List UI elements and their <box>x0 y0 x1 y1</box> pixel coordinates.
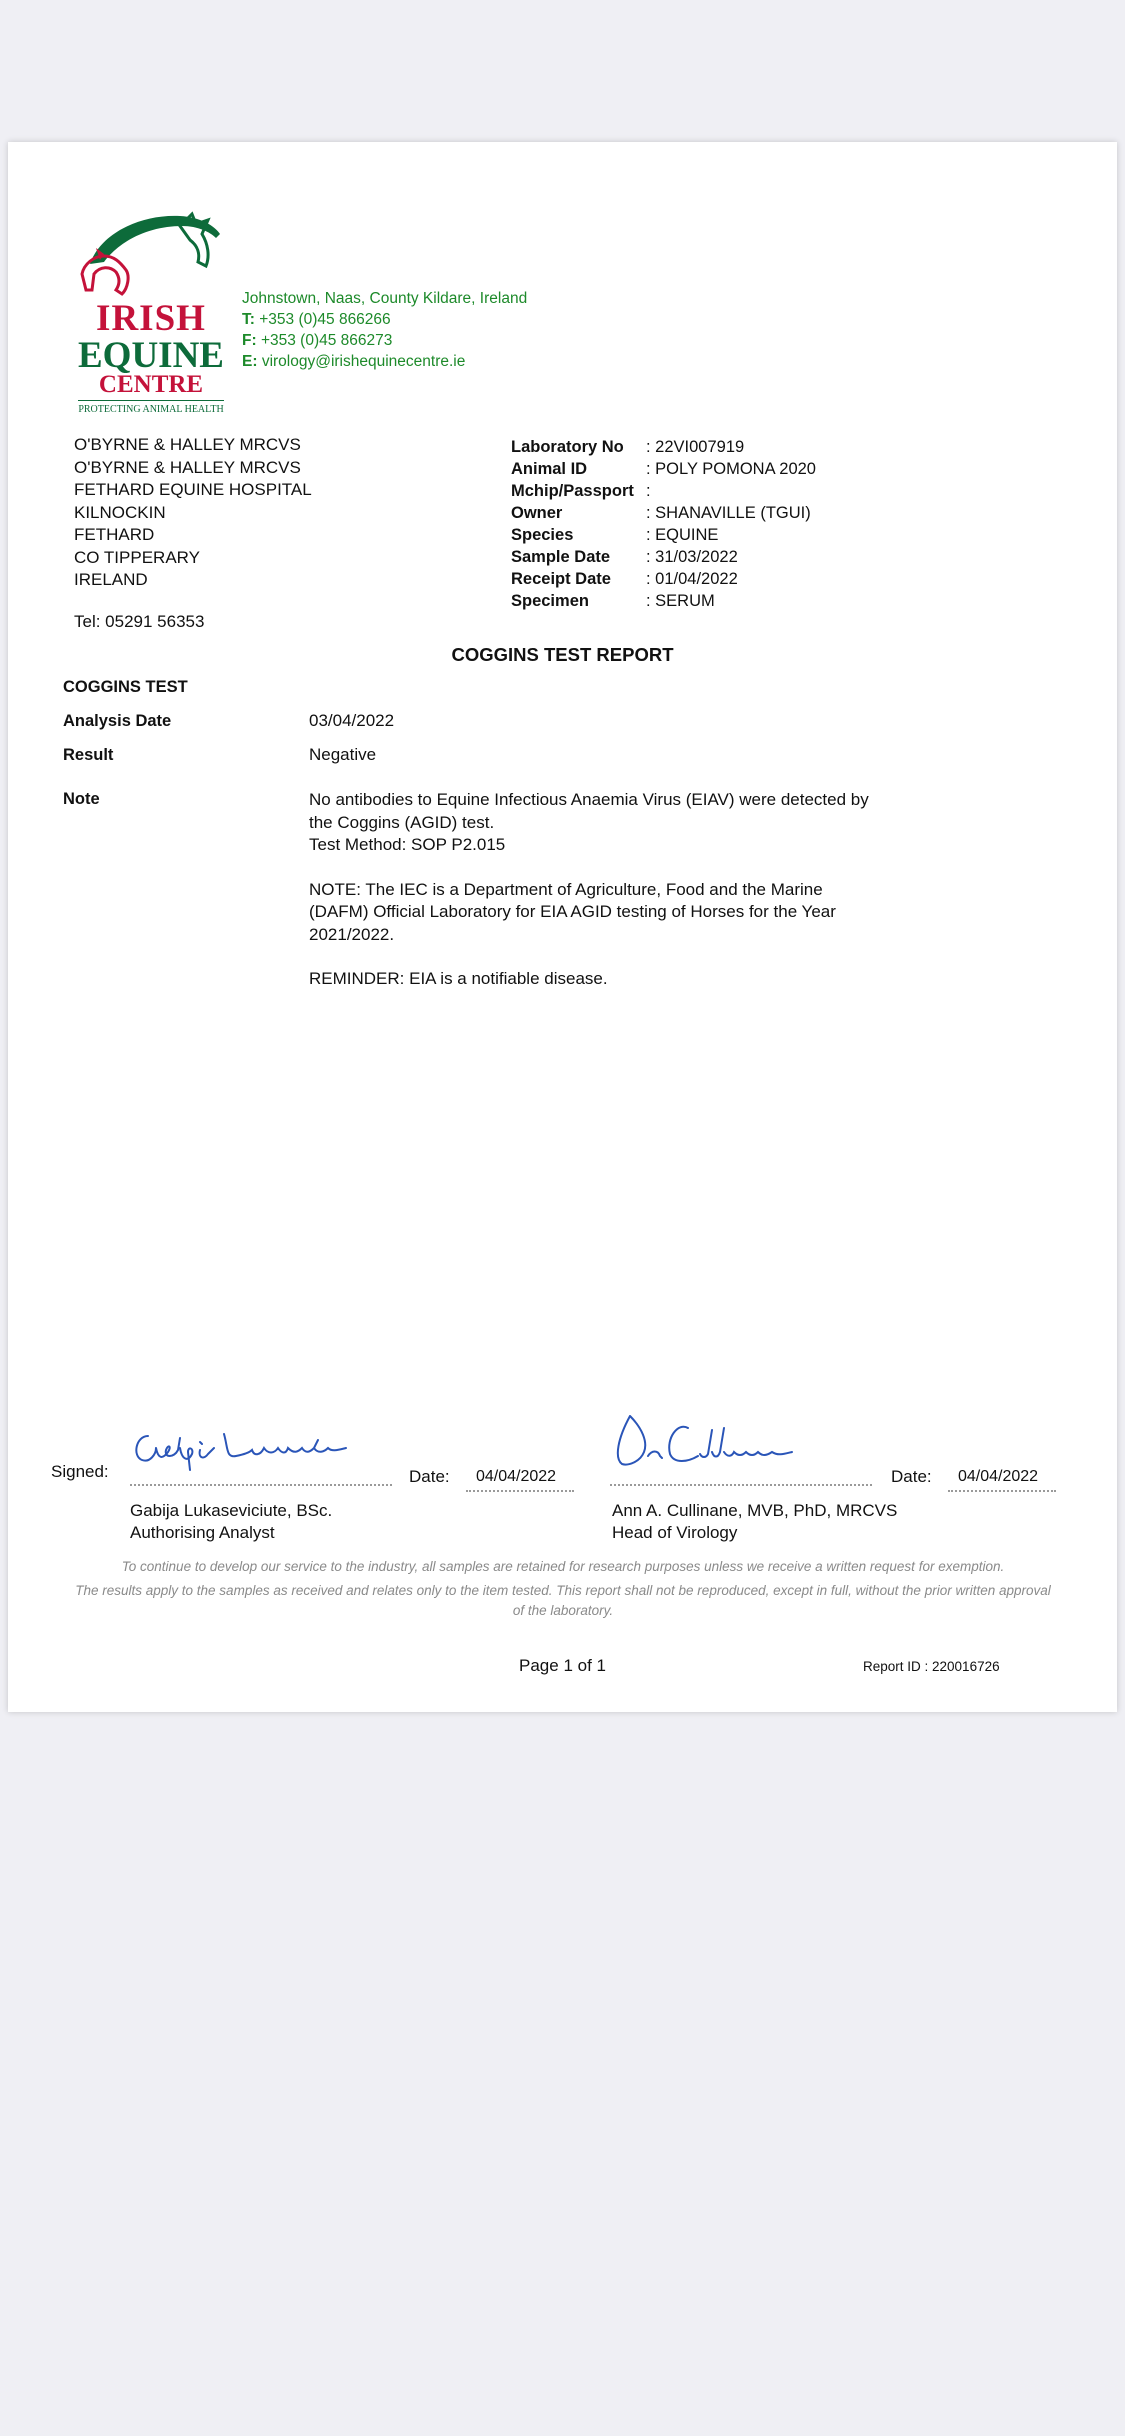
lab-fax: F: +353 (0)45 866273 <box>242 332 393 349</box>
lab-contact-block <box>242 288 527 372</box>
disclaimer-line: The results apply to the samples as received and relates only to the item tested. This report shall not be reproduced, except in full, without the prior written approval of the laboratory. <box>75 1583 1051 1618</box>
signature-left-line <box>130 1484 392 1486</box>
recipient-line: IRELAND <box>74 570 148 589</box>
meta-row: Laboratory No : 22VI007919 <box>511 438 745 456</box>
recipient-line: CO TIPPERARY <box>74 547 200 567</box>
meta-row: Species : EQUINE <box>511 526 719 544</box>
recipient-line: FETHARD EQUINE HOSPITAL <box>74 480 312 499</box>
right-signatory-name: Ann A. Cullinane, MVB, PhD, MRCVS <box>612 1501 898 1520</box>
left-signatory <box>130 1500 332 1544</box>
signature-right-graphic <box>608 1408 848 1478</box>
recipient-line: FETHARD <box>74 525 155 544</box>
result-value: Negative <box>309 745 377 764</box>
irish-equine-centre-logo <box>70 204 232 416</box>
right-signatory-role: Head of Virology <box>612 1523 738 1542</box>
meta-row: Specimen : SERUM <box>511 592 715 610</box>
analysis-date-value: 03/04/2022 <box>309 711 395 730</box>
recipient-tel: Tel: 05291 56353 <box>74 612 205 631</box>
logo-word-centre: CENTRE <box>98 371 204 398</box>
recipient-line: O'BYRNE & HALLEY MRCVS <box>74 457 301 477</box>
lab-phone: T: +353 (0)45 866266 <box>242 311 391 328</box>
right-date-label: Date: <box>891 1467 932 1486</box>
note-label: Note <box>63 790 100 808</box>
lab-email: E: virology@irishequinecentre.ie <box>242 353 466 370</box>
report-page <box>8 142 1117 1712</box>
report-title: COGGINS TEST REPORT <box>451 644 674 665</box>
meta-row: Sample Date : 31/03/2022 <box>511 548 738 566</box>
recipient-line: KILNOCKIN <box>74 502 166 522</box>
note-paragraph: NOTE: The IEC is a Department of Agriculture, Food and the Marine (DAFM) Official Laboratory for EIA AGID testing of Horses for the Year 2021/2022. <box>309 879 836 944</box>
report-id: Report ID : 220016726 <box>863 1659 1000 1674</box>
section-title: COGGINS TEST <box>63 678 188 696</box>
left-date-label: Date: <box>409 1467 450 1486</box>
left-signatory-name: Gabija Lukaseviciute, BSc. <box>130 1501 333 1520</box>
disclaimer-line: To continue to develop our service to the industry, all samples are retained for research purposes unless we receive a written request for exemption. <box>121 1559 1005 1574</box>
signed-label: Signed: <box>51 1462 109 1481</box>
meta-row: Mchip/Passport : <box>511 482 651 500</box>
meta-row: Animal ID : POLY POMONA 2020 <box>511 460 816 478</box>
note-text <box>309 789 869 1013</box>
left-date-value: 04/04/2022 <box>476 1468 557 1485</box>
logo-word-equine: EQUINE <box>78 335 224 376</box>
right-date-value: 04/04/2022 <box>958 1468 1039 1485</box>
note-paragraph: REMINDER: EIA is a notifiable disease. <box>309 969 608 988</box>
signature-right-line <box>610 1484 872 1486</box>
note-paragraph: No antibodies to Equine Infectious Anaemia Virus (EIAV) were detected by the Coggins (AGID) test. <box>309 790 869 832</box>
right-signatory <box>612 1500 897 1544</box>
recipient-address <box>74 434 312 592</box>
left-signatory-role: Authorising Analyst <box>130 1523 275 1542</box>
lab-address: Johnstown, Naas, County Kildare, Ireland <box>242 290 528 307</box>
recipient-line: O'BYRNE & HALLEY MRCVS <box>74 435 301 454</box>
horse-emblem-icon <box>70 204 232 300</box>
disclaimer <box>68 1557 1058 1621</box>
analysis-date-label: Analysis Date <box>63 712 172 730</box>
meta-row: Owner : SHANAVILLE (TGUI) <box>511 504 811 522</box>
sample-details <box>511 436 816 612</box>
left-date-line <box>466 1490 574 1492</box>
signature-left-graphic <box>128 1418 358 1478</box>
note-paragraph: Test Method: SOP P2.015 <box>309 835 506 854</box>
logo-tagline: PROTECTING ANIMAL HEALTH <box>78 400 224 415</box>
right-date-line <box>948 1490 1056 1492</box>
logo-word-irish: IRISH <box>96 298 206 339</box>
result-label: Result <box>63 746 114 764</box>
page-number: Page 1 of 1 <box>519 1656 606 1675</box>
meta-row: Receipt Date : 01/04/2022 <box>511 570 738 588</box>
